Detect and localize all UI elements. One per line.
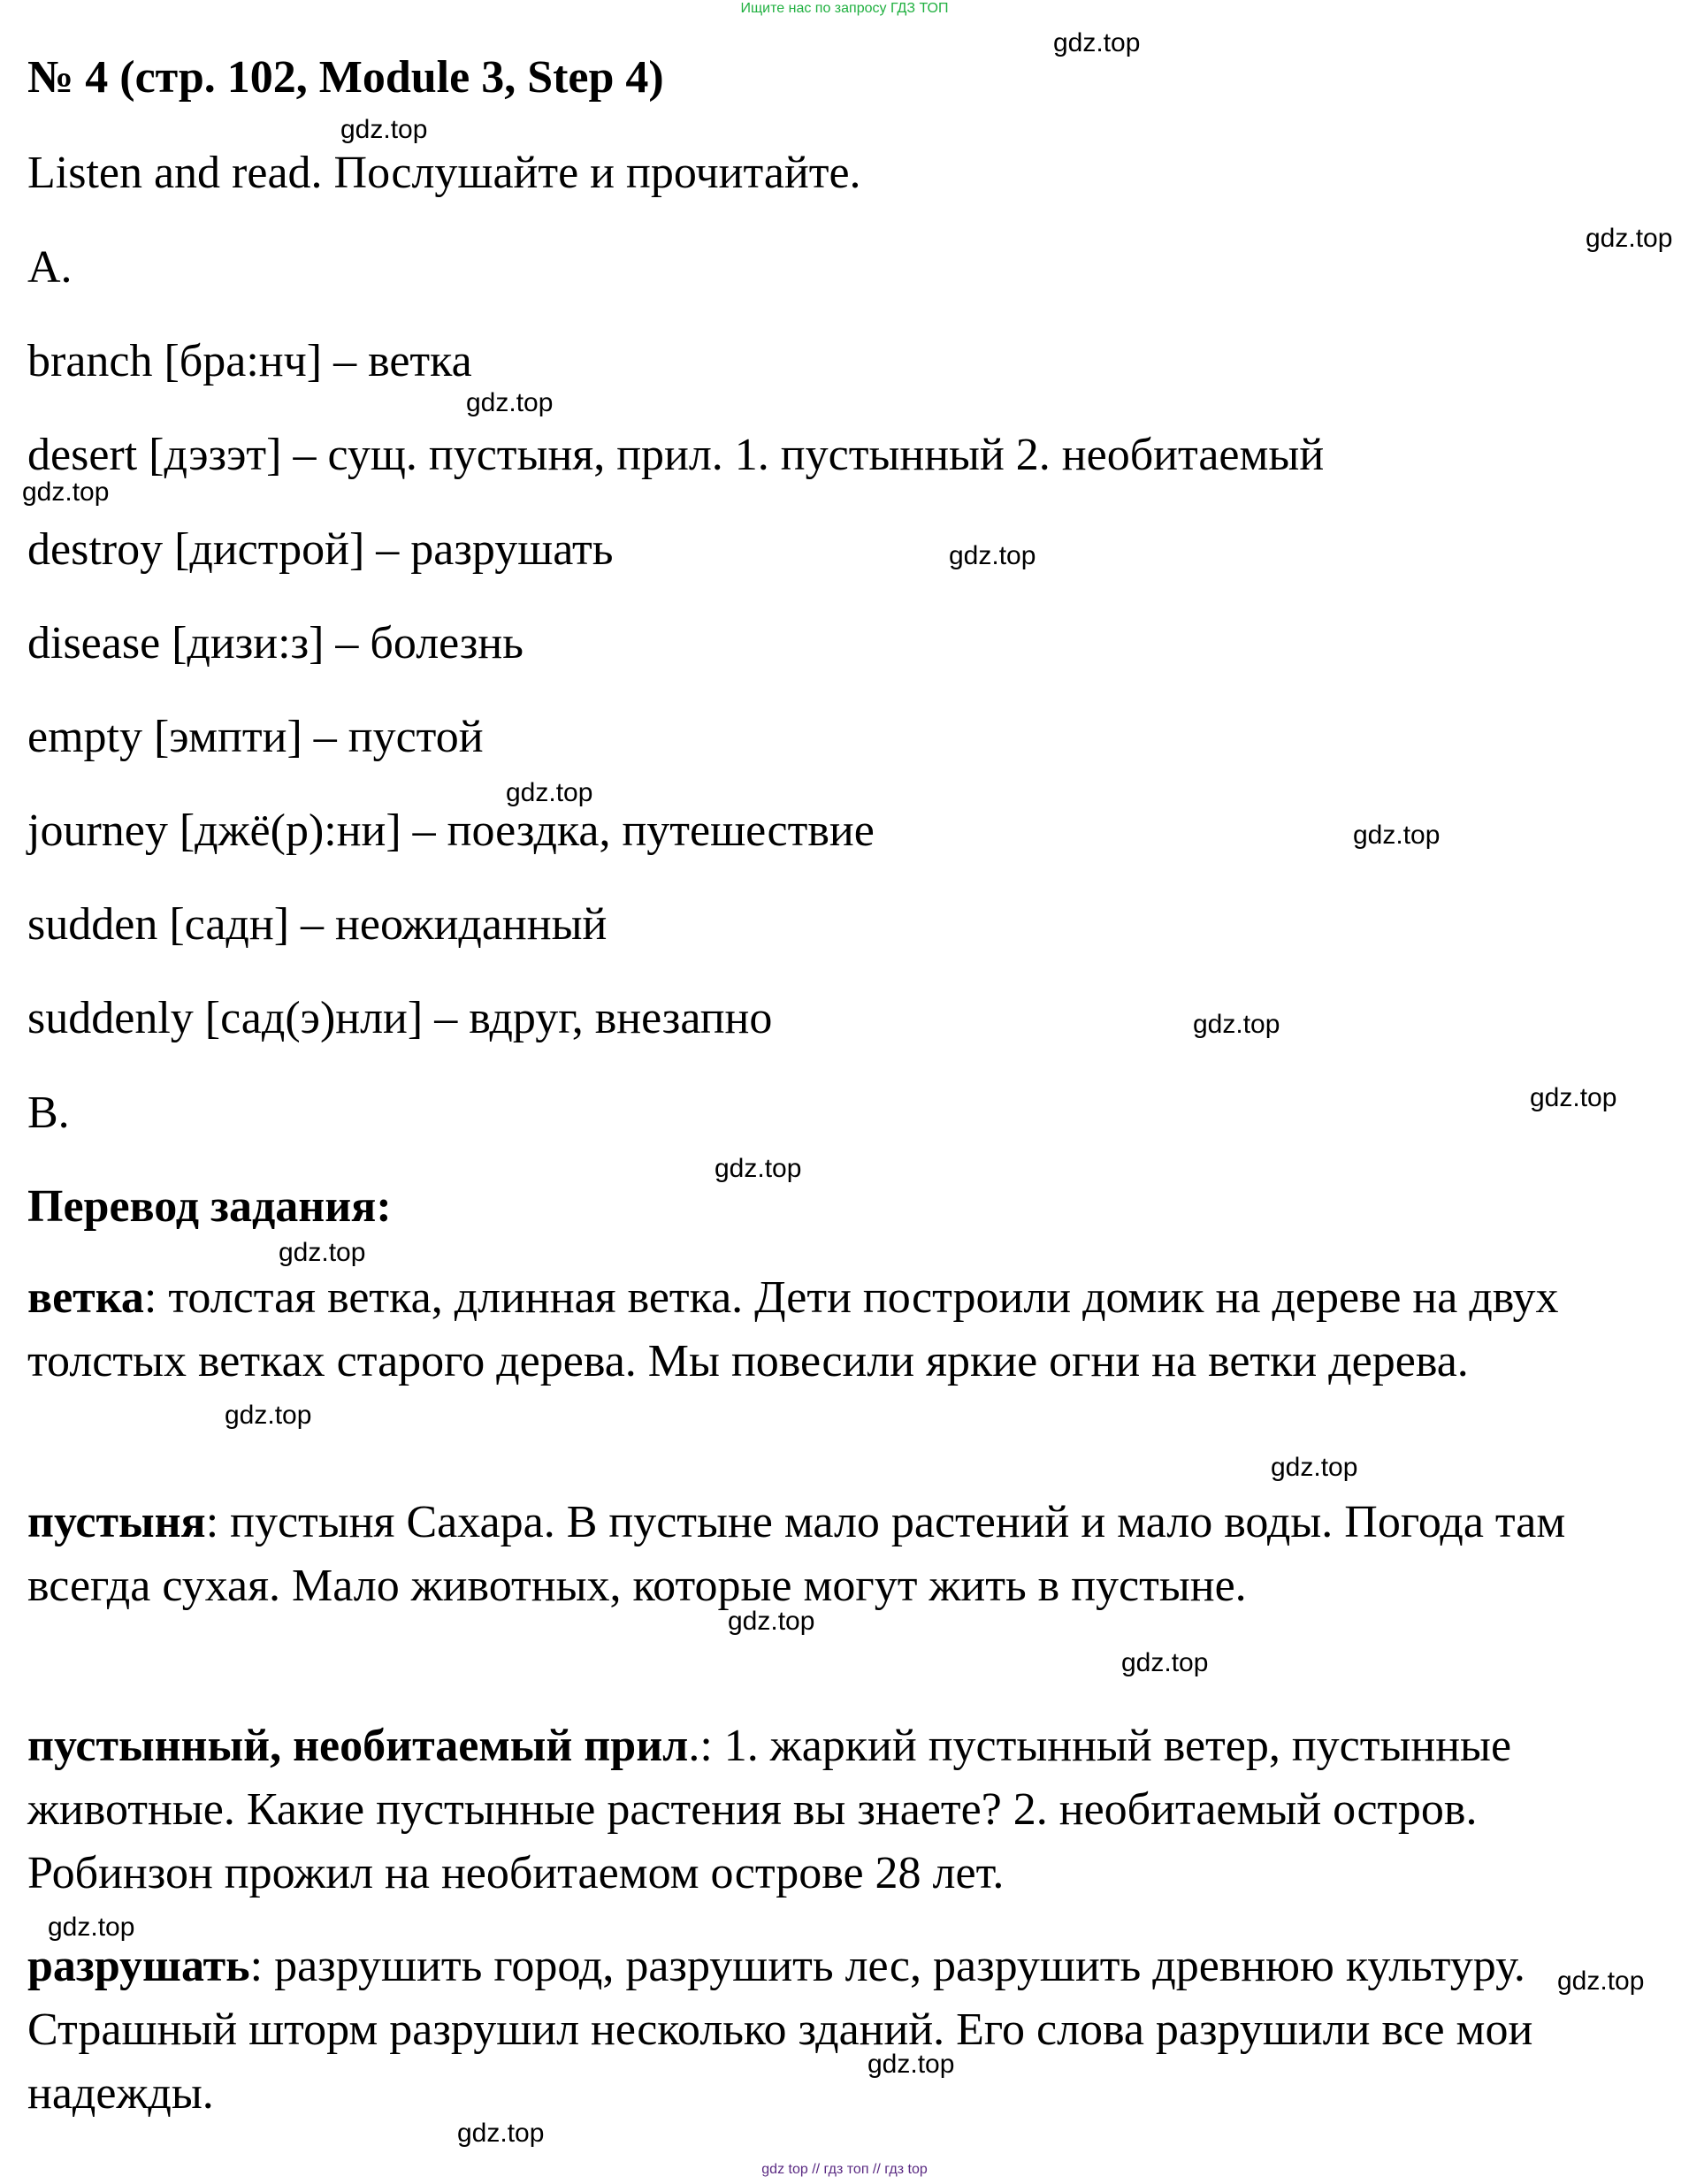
watermark: gdz.top bbox=[1557, 1966, 1645, 1996]
watermark: gdz.top bbox=[466, 388, 554, 417]
paragraph-text: .: 1. жаркий пустынный ветер, пустынные животные. Какие пустынные растения вы знаете? 2. необитаемый остров. Робинзон прожил на необитаемом острове 28 лет. bbox=[27, 1721, 1512, 1898]
paragraph-destroy bbox=[27, 1935, 1672, 2126]
paragraph-text: : пустыня Сахара. В пустыне мало растений и мало воды. Погода там всегда сухая. Мало животных, которые могут жить в пустыне. bbox=[27, 1497, 1566, 1611]
watermark: gdz.top bbox=[715, 1154, 802, 1183]
watermark: gdz.top bbox=[1530, 1083, 1617, 1112]
paragraph-term: пустыня bbox=[27, 1497, 206, 1547]
vocab-item: empty [эмпти] – пустой bbox=[27, 712, 484, 762]
watermark: gdz.top bbox=[457, 2119, 545, 2148]
paragraph-branch bbox=[27, 1266, 1672, 1394]
watermark: gdz.top bbox=[867, 2050, 955, 2079]
watermark: gdz.top bbox=[728, 1607, 815, 1636]
paragraph-term: пустынный, необитаемый прил bbox=[27, 1721, 689, 1771]
paragraph-text: : разрушить город, разрушить лес, разрушить древнюю культуру. Страшный шторм разрушил несколько зданий. Его слова разрушили все мои надежды. bbox=[27, 1941, 1533, 2119]
watermark: gdz.top bbox=[279, 1238, 366, 1267]
vocab-item: branch [бра:нч] – ветка bbox=[27, 336, 472, 386]
bottom-banner[interactable]: gdz top // гдз топ // гдз top bbox=[761, 2162, 928, 2177]
paragraph-desert-adj bbox=[27, 1714, 1672, 1905]
paragraph-term: ветка bbox=[27, 1272, 144, 1323]
watermark: gdz.top bbox=[1121, 1648, 1209, 1677]
watermark: gdz.top bbox=[48, 1913, 135, 1942]
watermark: gdz.top bbox=[1193, 1010, 1280, 1039]
vocab-item: disease [дизи:з] – болезнь bbox=[27, 618, 524, 668]
watermark: gdz.top bbox=[1586, 224, 1673, 253]
translation-heading: Перевод задания: bbox=[27, 1181, 392, 1232]
instruction: Listen and read. Послушайте и прочитайте. bbox=[27, 148, 861, 198]
watermark: gdz.top bbox=[225, 1401, 312, 1430]
vocab-item: journey [джё(р):ни] – поездка, путешествие bbox=[27, 806, 875, 856]
watermark: gdz.top bbox=[22, 477, 110, 507]
watermark: gdz.top bbox=[506, 778, 593, 807]
watermark: gdz.top bbox=[340, 115, 428, 144]
vocab-item: desert [дэзэт] – сущ. пустыня, прил. 1. пустынный 2. необитаемый bbox=[27, 430, 1325, 480]
paragraph-text: : толстая ветка, длинная ветка. Дети построили домик на дереве на двух толстых ветках старого дерева. Мы повесили яркие огни на ветки дерева. bbox=[27, 1272, 1559, 1386]
paragraph-term: разрушать bbox=[27, 1941, 250, 1991]
vocab-item: destroy [дистрой] – разрушать bbox=[27, 524, 614, 575]
page-title: № 4 (стр. 102, Module 3, Step 4) bbox=[27, 52, 664, 103]
watermark: gdz.top bbox=[1271, 1453, 1358, 1482]
vocab-item: suddenly [сад(э)нли] – вдруг, внезапно bbox=[27, 993, 773, 1043]
paragraph-desert bbox=[27, 1491, 1672, 1618]
watermark: gdz.top bbox=[1353, 821, 1441, 850]
section-a-label: A. bbox=[27, 242, 73, 293]
watermark: gdz.top bbox=[1053, 28, 1141, 57]
top-banner[interactable]: Ищите нас по запросу ГДЗ ТОП bbox=[740, 1, 949, 16]
vocab-item: sudden [садн] – неожиданный bbox=[27, 899, 608, 950]
watermark: gdz.top bbox=[949, 541, 1036, 570]
section-b-label: B. bbox=[27, 1088, 70, 1138]
